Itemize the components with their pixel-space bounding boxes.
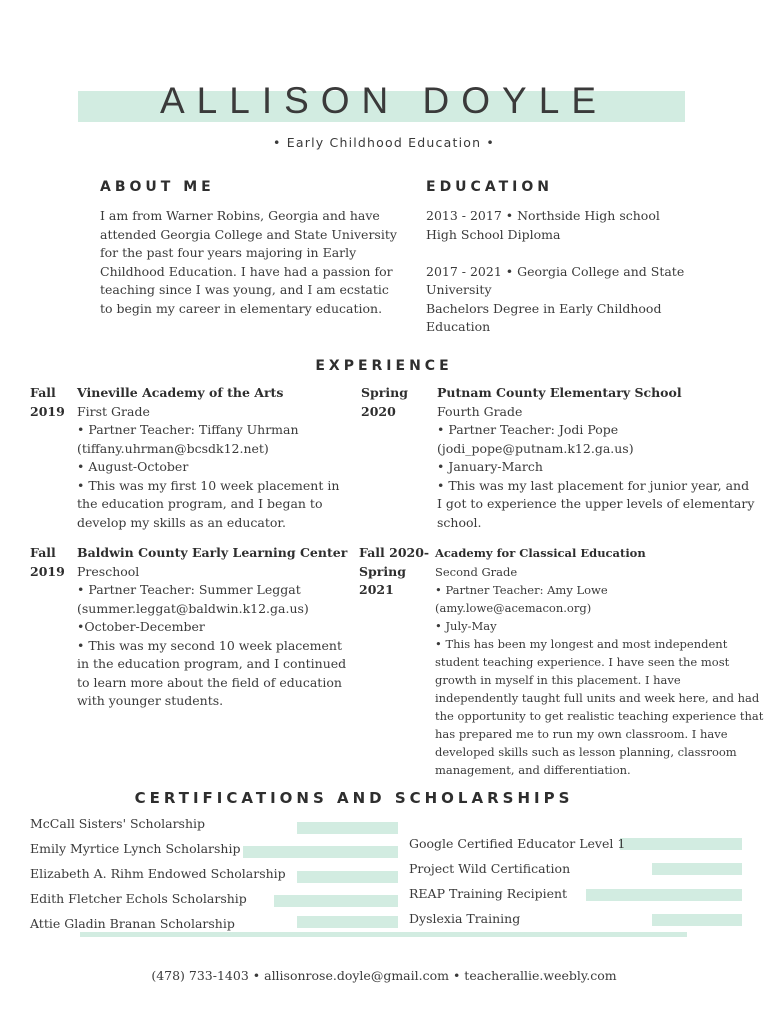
experience-date: Fall 2019: [30, 545, 65, 579]
certification-item: Project Wild Certification: [409, 861, 571, 876]
experience-date: Spring 2020: [361, 385, 408, 419]
education-entry-dates: 2017 - 2021 • Georgia College and State University: [426, 263, 685, 297]
education-entry: [426, 207, 726, 244]
contact-info: (478) 733-1403 • allisonrose.doyle@gmail.com • teacherallie.weebly.com: [151, 968, 617, 983]
certification-item: Google Certified Educator Level 1: [409, 836, 626, 851]
experience-item: [437, 384, 755, 532]
experience-months: •October-December: [77, 619, 205, 634]
certification-item: REAP Training Recipient: [409, 886, 568, 901]
scholarship-item: Attie Gladin Branan Scholarship: [30, 916, 235, 931]
experience-date: Fall 2019: [30, 385, 65, 419]
experience-grade: Preschool: [77, 563, 140, 579]
scholarship-item: Elizabeth A. Rihm Endowed Scholarship: [30, 866, 286, 881]
experience-item: [435, 544, 765, 779]
scholarship-item: Emily Myrtice Lynch Scholarship: [30, 841, 241, 856]
experience-title: Vineville Academy of the Arts: [77, 385, 284, 400]
cert-accent-bar: [297, 916, 398, 928]
certification-item: Dyslexia Training: [409, 911, 521, 926]
cert-accent-bar: [243, 846, 398, 858]
experience-title: Putnam County Elementary School: [437, 385, 682, 400]
resume-subtitle: • Early Childhood Education •: [273, 135, 495, 150]
resume-name: ALLISON DOYLE: [159, 80, 608, 121]
education-heading: EDUCATION: [426, 179, 553, 195]
education-entry-degree: High School Diploma: [426, 226, 561, 242]
experience-title: Baldwin County Early Learning Center: [77, 545, 348, 560]
experience-grade: First Grade: [77, 403, 150, 419]
experience-partner: • Partner Teacher: Amy Lowe (amy.lowe@acemacon.org): [435, 582, 608, 615]
education-entry-dates: 2013 - 2017 • Northside High school: [426, 208, 660, 223]
education-section: [426, 207, 726, 337]
cert-accent-bar: [620, 838, 742, 850]
experience-item: [77, 544, 349, 711]
experience-months: • August-October: [77, 459, 189, 474]
scholarship-item: McCall Sisters' Scholarship: [30, 816, 206, 831]
experience-partner: • Partner Teacher: Jodi Pope (jodi_pope@putnam.k12.ga.us): [437, 422, 634, 456]
experience-partner: • Partner Teacher: Summer Leggat (summer.leggat@baldwin.k12.ga.us): [77, 582, 309, 616]
cert-accent-bar: [586, 889, 742, 901]
experience-grade: Second Grade: [435, 564, 518, 579]
experience-partner: • Partner Teacher: Tiffany Uhrman (tiffany.uhrman@bcsdk12.net): [77, 422, 299, 456]
cert-accent-bar: [652, 863, 742, 875]
education-entry: [426, 263, 726, 337]
experience-description: • This was my second 10 week placement in the education program, and I continued to learn more about the field of education with younger students.: [77, 637, 347, 708]
cert-accent-bar: [297, 822, 398, 834]
cert-accent-bar: [652, 914, 742, 926]
cert-accent-bar: [297, 871, 398, 883]
certifications-heading: CERTIFICATIONS AND SCHOLARSHIPS: [134, 789, 574, 807]
cert-accent-bar: [274, 895, 398, 907]
experience-heading: EXPERIENCE: [315, 358, 453, 374]
experience-date: Fall 2020- Spring 2021: [359, 545, 430, 597]
cert-underline-bar: [80, 932, 687, 937]
education-entry-degree: Bachelors Degree in Early Childhood Education: [426, 300, 662, 334]
scholarship-item: Edith Fletcher Echols Scholarship: [30, 891, 247, 906]
experience-grade: Fourth Grade: [437, 403, 523, 419]
about-text: I am from Warner Robins, Georgia and have attended Georgia College and State University for the past four years majoring in Early Childhood Education. I have had a passion for teaching since I was young, and I am ecstatic to begin my career in elementary education.: [100, 208, 397, 316]
experience-item: [77, 384, 345, 532]
experience-months: • July-May: [435, 618, 497, 633]
experience-months: • January-March: [437, 459, 543, 474]
experience-description: • This was my first 10 week placement in the education program, and I began to develop my skills as an educator.: [77, 477, 340, 530]
experience-description: • This has been my longest and most independent student teaching experience. I have seen the most growth in myself in this placement. I have independently taught full units and week here, and had the opportunity to get realistic teaching experience that has prepared me to run my own classroom. I have developed skills such as lesson planning, classroom management, and differentiation.: [435, 636, 764, 777]
about-heading: ABOUT ME: [100, 179, 215, 195]
experience-title: Academy for Classical Education: [435, 546, 646, 560]
experience-description: • This was my last placement for junior year, and I got to experience the upper levels of elementary school.: [437, 477, 755, 530]
